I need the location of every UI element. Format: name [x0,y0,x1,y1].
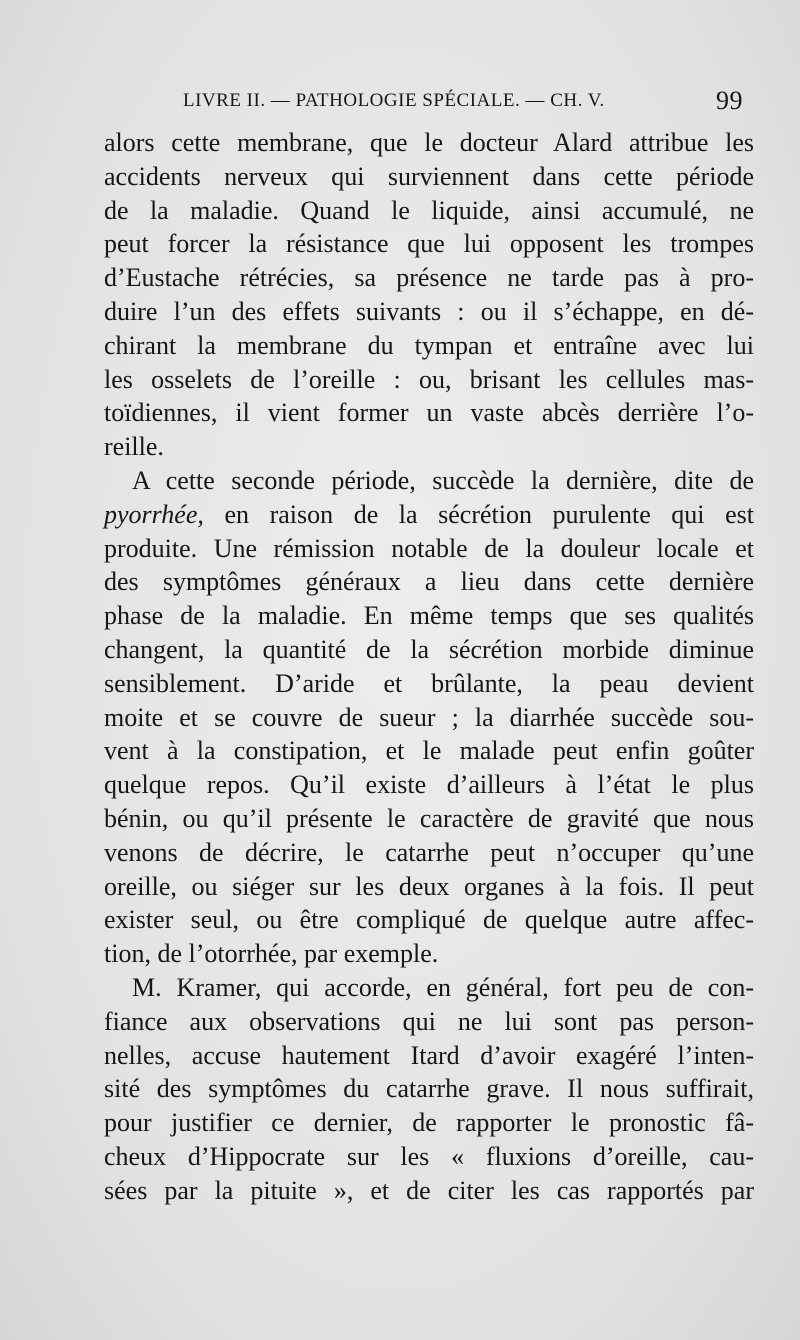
body-text [104,126,754,1208]
text-line-rest: en raison de la sécrétion purulente qui est [203,499,754,529]
text-line: venons de décrire, le catarrhe peut n’occuper qu’une [104,837,754,867]
text-line: duire l’un des effets suivants : ou il s’échappe, en dé- [104,296,754,326]
running-header [183,86,743,116]
text-line: tion, de l’otorrhée, par exemple. [104,939,439,969]
text-line: exister seul, ou être compliqué de quelque autre affec- [104,905,754,935]
text-line: quelque repos. Qu’il existe d’ailleurs à l’état le plus [104,770,754,800]
text-line: A cette seconde période, succède la dernière, dite de [132,465,754,495]
page-number: 99 [716,86,743,115]
text-line: des symptômes généraux a lieu dans cette dernière [104,567,754,597]
text-line: vent à la constipation, et le malade peut enfin goûter [104,736,754,766]
text-line: chirant la membrane du tympan et entraîne avec lui [104,330,754,360]
text-line: fiance aux observations qui ne lui sont pas person- [104,1006,754,1036]
text-line: oreille, ou siéger sur les deux organes à la fois. Il peut [104,871,754,901]
text-line: reille. [104,432,164,462]
text-line: sensiblement. D’aride et brûlante, la peau devient [104,668,754,698]
text-line: peut forcer la résistance que lui opposent les trompes [104,229,754,259]
text-line [104,498,754,532]
text-line: bénin, ou qu’il présente le caractère de gravité que nous [104,803,754,833]
text-line: accidents nerveux qui surviennent dans cette période [104,161,754,191]
italic-term: pyorrhée, [104,499,204,529]
text-line: toïdiennes, il vient former un vaste abcès derrière l’o- [104,398,754,428]
text-line: de la maladie. Quand le liquide, ainsi accumulé, ne [104,195,754,225]
text-line: sité des symptômes du catarrhe grave. Il nous suffirait, [104,1074,754,1104]
text-line: d’Eustache rétrécies, sa présence ne tarde pas à pro- [104,263,754,293]
text-line: produite. Une rémission notable de la douleur locale et [104,533,754,563]
text-line: pour justifier ce dernier, de rapporter le pronostic fâ- [104,1108,754,1138]
text-line: changent, la quantité de la sécrétion morbide diminue [104,634,754,664]
text-line: sées par la pituite », et de citer les cas rapportés par [104,1175,754,1205]
text-line: les osselets de l’oreille : ou, brisant les cellules mas- [104,364,754,394]
text-line: nelles, accuse hautement Itard d’avoir exagéré l’inten- [104,1040,754,1070]
text-line: moite et se couvre de sueur ; la diarrhée succède sou- [104,702,754,732]
text-line: alors cette membrane, que le docteur Alard attribue les [104,128,754,157]
text-line: phase de la maladie. En même temps que ses qualités [104,601,754,631]
text-line: cheux d’Hippocrate sur les « fluxions d’oreille, cau- [104,1141,754,1171]
running-title: LIVRE II. — PATHOLOGIE SPÉCIALE. — CH. V. [183,90,605,111]
text-line: M. Kramer, qui accorde, en général, fort peu de con- [132,972,754,1002]
